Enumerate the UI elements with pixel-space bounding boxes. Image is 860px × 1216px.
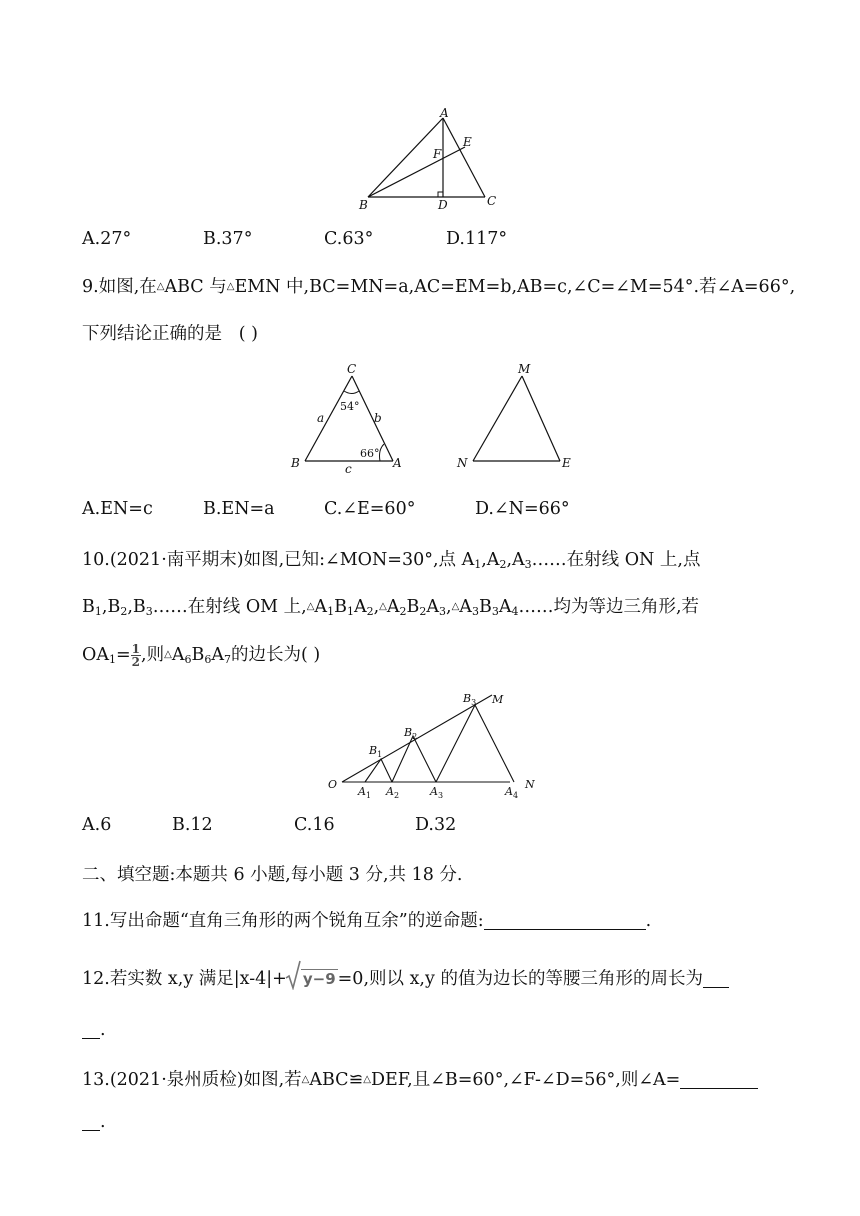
q12-line1: 12.若实数 x,y 满足|x-4|+ y−9 =0,则以 x,y 的值为边长的等腰三角形的周长为 <box>82 965 729 990</box>
q13-line1: 13.(2021·泉州质检)如图,若△ABC≌△DEF,且∠B=60°,∠F-∠D=56°,则∠A= <box>82 1066 758 1091</box>
q10-label-B1: B <box>369 744 378 757</box>
q9-angle-c: 54° <box>340 400 360 413</box>
q9-label-b: b <box>374 411 382 425</box>
q12-line2: . <box>82 1020 106 1040</box>
q8-figure <box>355 105 505 215</box>
q10-label-A4: A <box>505 785 513 798</box>
q10-label-B2: B <box>404 726 413 739</box>
q9-line1: 9.如图,在△ABC 与△EMN 中,BC=MN=a,AC=EM=b,AB=c,∠C=∠M=54°.若∠A=66°, <box>82 277 796 297</box>
q12-answer-blank-a[interactable] <box>703 969 729 988</box>
q9-label-E: E <box>562 456 571 470</box>
q11-line: 11.写出命题“直角三角形的两个锐角互余”的逆命题: . <box>82 911 652 931</box>
q9-option-a[interactable]: A.EN=c <box>82 499 153 519</box>
q9-angle-a: 66° <box>360 447 380 460</box>
q10-option-a[interactable]: A.6 <box>82 815 112 835</box>
q10-line2: $B_1,B_2,B_3\dots\dots$在射线 OM 上$,\triangle A_1B_1A_2,\triangle A_2B_2A_3,\triangle A_3B_3A_4\dots\dots$均为等边三角形,若 <box>82 597 700 618</box>
q10-line1: 10.(2021·南平期末)如图,已知:∠MON=30°,点 $A_1,A_2,A_3\dots\dots$在射线 ON 上,点 <box>82 550 701 571</box>
q9-label-cside: c <box>345 462 352 476</box>
q9-option-d[interactable]: D.∠N=66° <box>475 499 570 519</box>
section-heading: 二、填空题:本题共 6 小题,每小题 3 分,共 18 分. <box>82 865 463 885</box>
q13-answer-blank-a[interactable] <box>680 1070 758 1089</box>
q9-option-b[interactable]: B.EN=a <box>203 499 275 519</box>
q10-label-B3: B <box>463 692 472 705</box>
q10-line3: $OA_1=$ $\frac{1}{2}$ ,则$\triangle A_6B_6A_7$的边长为( ) <box>82 642 321 669</box>
q9-line2: 下列结论正确的是 ( ) <box>82 324 258 344</box>
q9-label-C: C <box>347 362 357 376</box>
label-A: A <box>440 106 449 120</box>
label-E: E <box>463 135 472 149</box>
sqrt-icon <box>285 960 301 990</box>
q10-option-c[interactable]: C.16 <box>294 815 335 835</box>
q8-option-b[interactable]: B.37° <box>203 229 253 249</box>
svg-text:A3: $A_3$ <box>430 785 444 800</box>
q12-answer-blank-b[interactable] <box>82 1020 100 1039</box>
label-F: F <box>433 147 442 161</box>
q11-answer-blank[interactable] <box>484 911 646 930</box>
label-C: C <box>487 194 497 208</box>
q9-label-N: N <box>457 456 468 470</box>
q10-label-N: N <box>525 778 535 791</box>
sqrt-expression: y−9 <box>287 969 338 989</box>
q10-option-b[interactable]: B.12 <box>172 815 213 835</box>
svg-text:A4: $A_4$ <box>505 785 519 800</box>
q8-option-c[interactable]: C.63° <box>324 229 374 249</box>
svg-text:A1: $A_1$ <box>358 785 372 800</box>
q10-label-O: O <box>328 778 338 791</box>
q9-figure <box>280 358 590 478</box>
q8-option-a[interactable]: A.27° <box>82 229 132 249</box>
q9-label-A: A <box>393 456 402 470</box>
q8-option-d[interactable]: D.117° <box>446 229 508 249</box>
q13-answer-blank-b[interactable] <box>82 1112 100 1131</box>
q10-figure <box>320 685 550 800</box>
label-D: D <box>438 198 448 212</box>
q10-label-A1: A <box>358 785 366 798</box>
q10-label-A3: A <box>430 785 438 798</box>
q13-line2: . <box>82 1112 106 1132</box>
q9-label-a: a <box>317 411 325 425</box>
q10-label-A2: A <box>386 785 394 798</box>
fraction-one-half: $\frac{1}{2}$ <box>131 642 141 669</box>
q10-option-d[interactable]: D.32 <box>415 815 457 835</box>
q9-label-M: M <box>518 362 531 376</box>
q10-label-M: M <box>492 693 504 706</box>
svg-text:A2: $A_2$ <box>386 785 400 800</box>
q9-option-c[interactable]: C.∠E=60° <box>324 499 416 519</box>
svg-text:B1: $B_1$ <box>369 744 383 759</box>
svg-text:B2: $B_2$ <box>404 726 418 741</box>
label-B: B <box>359 198 368 212</box>
svg-text:B3: $B_3$ <box>463 692 477 707</box>
q9-label-B: B <box>291 456 300 470</box>
